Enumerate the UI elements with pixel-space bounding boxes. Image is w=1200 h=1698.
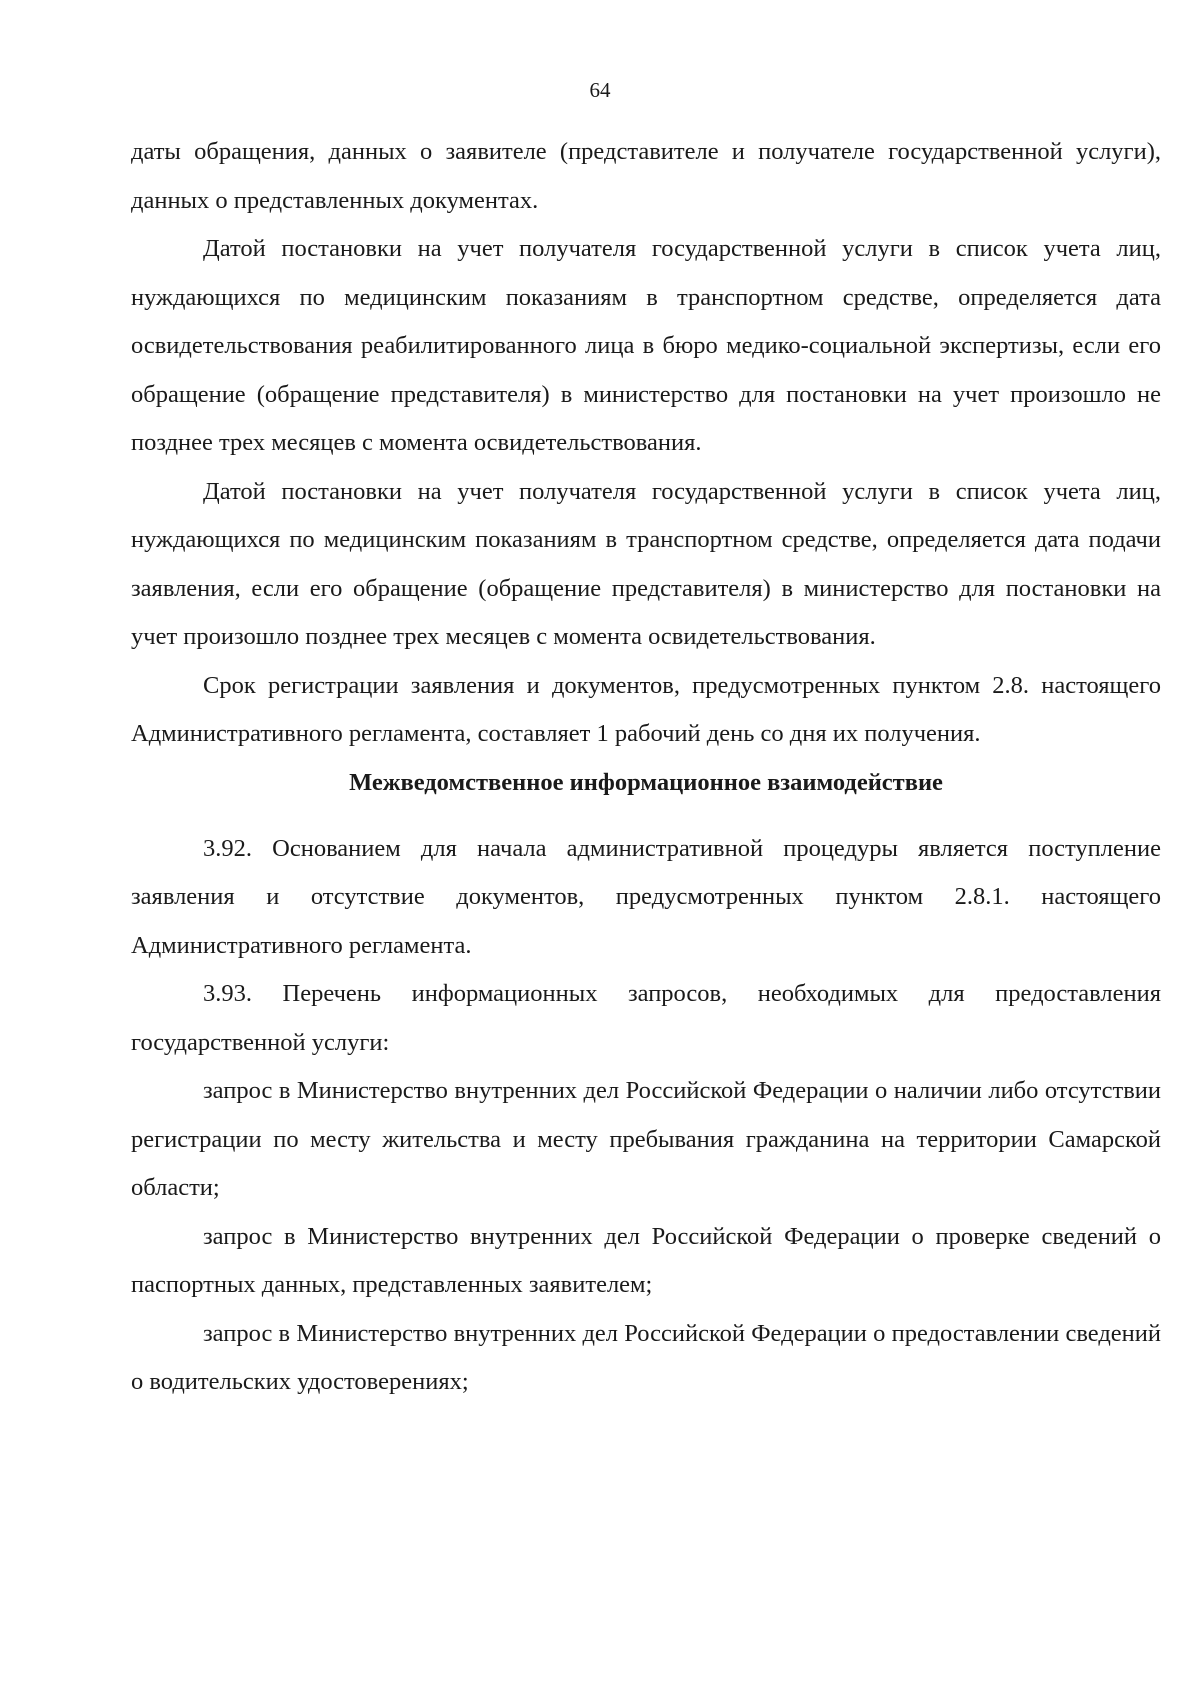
document-body [131,128,1161,1407]
section-heading: Межведомственное информационное взаимодействие [349,768,943,796]
list-item-request-passport: запрос в Министерство внутренних дел Российской Федерации о проверке сведений о паспортных данных, представленных заявителем; [131,1222,1161,1298]
paragraph-continuation: даты обращения, данных о заявителе (представителе и получателе государственной услуги), данных о представленных документах. [131,138,1161,214]
page-number: 64 [589,78,611,102]
list-item-request-driver-license: запрос в Министерство внутренних дел Российской Федерации о предоставлении сведений о водительских удостоверениях; [131,1319,1161,1395]
paragraph-3-92: 3.92. Основанием для начала административной процедуры является поступление заявления и отсутствие документов, предусмотренных пунктом 2.8.1. настоящего Административного регламента. [131,834,1161,959]
paragraph-registration-term: Срок регистрации заявления и документов, предусмотренных пунктом 2.8. настоящего Административного регламента, составляет 1 рабочий день со дня их получения. [131,671,1161,747]
paragraph-registration-date-application: Датой постановки на учет получателя государственной услуги в список учета лиц, нуждающихся по медицинским показаниям в транспортном средстве, определяется дата подачи заявления, если его обращение (обращение представителя) в министерство для постановки на учет произошло позднее трех месяцев с момента освидетельствования. [131,477,1161,650]
list-item-request-registration: запрос в Министерство внутренних дел Российской Федерации о наличии либо отсутствии регистрации по месту жительства и месту пребывания гражданина на территории Самарской области; [131,1077,1161,1201]
paragraph-3-93: 3.93. Перечень информационных запросов, необходимых для предоставления государственной услуги: [131,980,1161,1056]
paragraph-registration-date-exam: Датой постановки на учет получателя государственной услуги в список учета лиц, нуждающихся по медицинским показаниям в транспортном средстве, определяется дата освидетельствования реабилитированного лица в бюро медико-социальной экспертизы, если его обращение (обращение представителя) в министерство для постановки на учет произошло не позднее трех месяцев с момента освидетельствования. [131,235,1161,456]
